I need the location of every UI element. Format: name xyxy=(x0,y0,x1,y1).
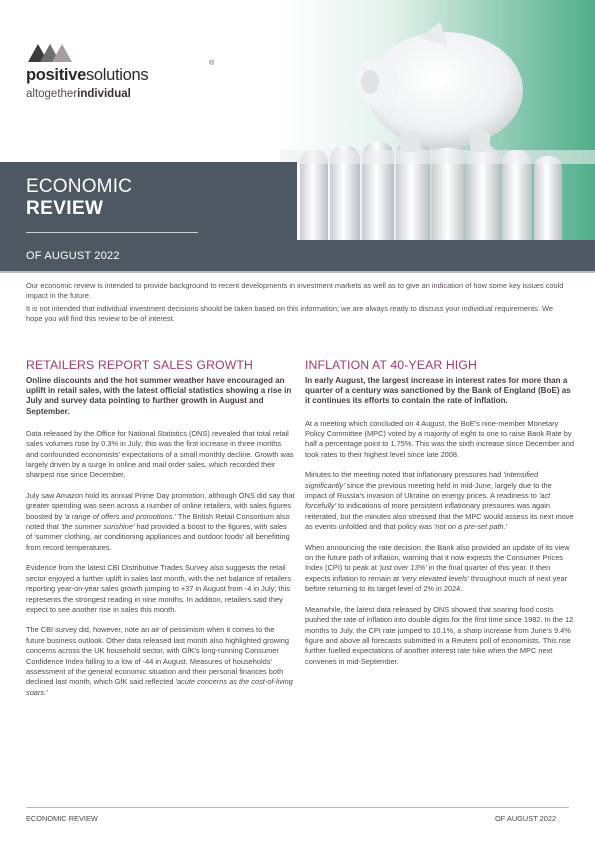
accent-divider xyxy=(0,271,595,273)
article-paragraph: The CBI survey did, however, note an air of pessimism when it comes to the future business outlook. Other data released last month also highlighted growing concerns across the UK household sector, with GfK's long-running Consumer Confidence Index falling to a low of -44 in August. Measures of households' assessment of the general economic situation and their personal finances both declined last month, which GfK said reflected 'acute concerns as the cost-of-living soars.' xyxy=(26,625,293,697)
article-paragraph: Evidence from the latest CBI Distributive Trades Survey also suggests the retail sector enjoyed a further uplift in sales last month, with the net balance of retailers reporting year-on-year sales growth jumping to +37 in August from -4 in July; this represents the strongest reading in nine months. In addition, retailers said they expect to see another rise in sales this month. xyxy=(26,563,291,614)
article-paragraph: Data released by the Office for National Statistics (ONS) revealed that total retail sales volumes rose by 0.3% in July; this was the first increase in three months and confounded economists' expectations of a small monthly decline. Growth was largely driven by a surge in online and mail order sales, which recorded their sharpest rise since December. xyxy=(26,428,294,480)
logo-tagline: altogetherindividual xyxy=(26,88,131,100)
article-heading: RETAILERS REPORT SALES GROWTH xyxy=(26,358,254,372)
registered-mark: ® xyxy=(209,60,215,67)
article-heading: INFLATION AT 40-YEAR HIGH xyxy=(305,358,477,372)
article-paragraph: July saw Amazon hold its annual Prime Day promotion, although ONS did say that greater spending was seen across a number of online retailers, with sales figures boosted by 'a range of offers and promotions.' The British Retail Consortium also noted that 'the summer sunshine' had provided a boost to the figures, with sales of 'summer clothing, air conditioning appliances and outdoor foods' all benefitting from record temperatures. xyxy=(26,490,295,552)
title-line-economic: ECONOMIC xyxy=(26,176,133,197)
intro-section xyxy=(26,281,571,327)
article-paragraph: Minutes to the meeting noted that inflationary pressures had 'intensified significantly' since the previous meeting held in mid-June, largely due to the impact of Russia's invasion of Ukraine on energy prices. A readiness to 'act forcefully' to indications of more persistent inflationary pressures was again reiterated, but the minutes also stressed that the MPC would assess its next move as events unfolded and that policy was 'not on a pre-set path.' xyxy=(305,470,574,532)
piggy-bank-radiator-photo xyxy=(280,0,595,272)
article-retail-sales xyxy=(26,358,295,708)
title-divider xyxy=(26,232,198,233)
article-paragraph: Meanwhile, the latest data released by ONS showed that soaring food costs pushed the rate of inflation into double digits for the first time since 1982. In the 12 months to July, the CPI rate jumped to 10.1%, a sharp increase from June's 9.4% figure and above all forecasts submitted in a Reuters poll of economists. This rise further fuelled expectations of another interest rate hike when the MPC next convenes in mid-September. xyxy=(305,604,574,666)
title-line-review: REVIEW xyxy=(26,198,104,219)
logo-triangles-icon xyxy=(26,40,78,64)
company-logo xyxy=(26,40,226,100)
intro-paragraph: Our economic review is intended to provide background to recent developments in investment markets as well as to give an indication of how some key issues could impact in the future. xyxy=(26,281,564,300)
issue-date: OF AUGUST 2022 xyxy=(26,250,120,262)
intro-paragraph: It is not intended that individual investment decisions should be taken based on this information; we are always ready to discuss your individual requirements. We hope you will find this review to be of interest. xyxy=(26,304,553,323)
article-paragraph: When announcing the rate decision, the Bank also provided an update of its view on the future path of inflation, warning that it now expects the Consumer Prices Index (CPI) to peak at 'just over 13%' in the final quarter of this year. It then expects inflation to remain at 'very elevated levels' throughout much of next year before returning to its target level of 2% in 2024. xyxy=(305,542,570,594)
logo-wordmark: positivesolutions xyxy=(26,66,149,84)
article-paragraph: At a meeting which concluded on 4 August, the BoE's nine-member Monetary Policy Committee (MPC) voted by a majority of eight to one to raise Bank Rate by half a percentage point to 1.75%. This was the sixth increase since December and took rates to their highest level since late 2008. xyxy=(305,418,574,459)
article-lead: In early August, the largest increase in interest rates for more than a quarter of a century was sanctioned by the Bank of England (BoE) as it continues its efforts to contain the rate of inflation. xyxy=(305,376,571,406)
footer-divider xyxy=(26,807,569,808)
footer-date: OF AUGUST 2022 xyxy=(495,814,557,823)
article-lead: Online discounts and the hot summer weather have encouraged an uplift in retail sales, with the latest official statistics showing a rise in July and survey data pointing to further growth in August and September. xyxy=(26,376,292,416)
article-inflation xyxy=(305,358,574,677)
footer-title: ECONOMIC REVIEW xyxy=(26,814,98,823)
